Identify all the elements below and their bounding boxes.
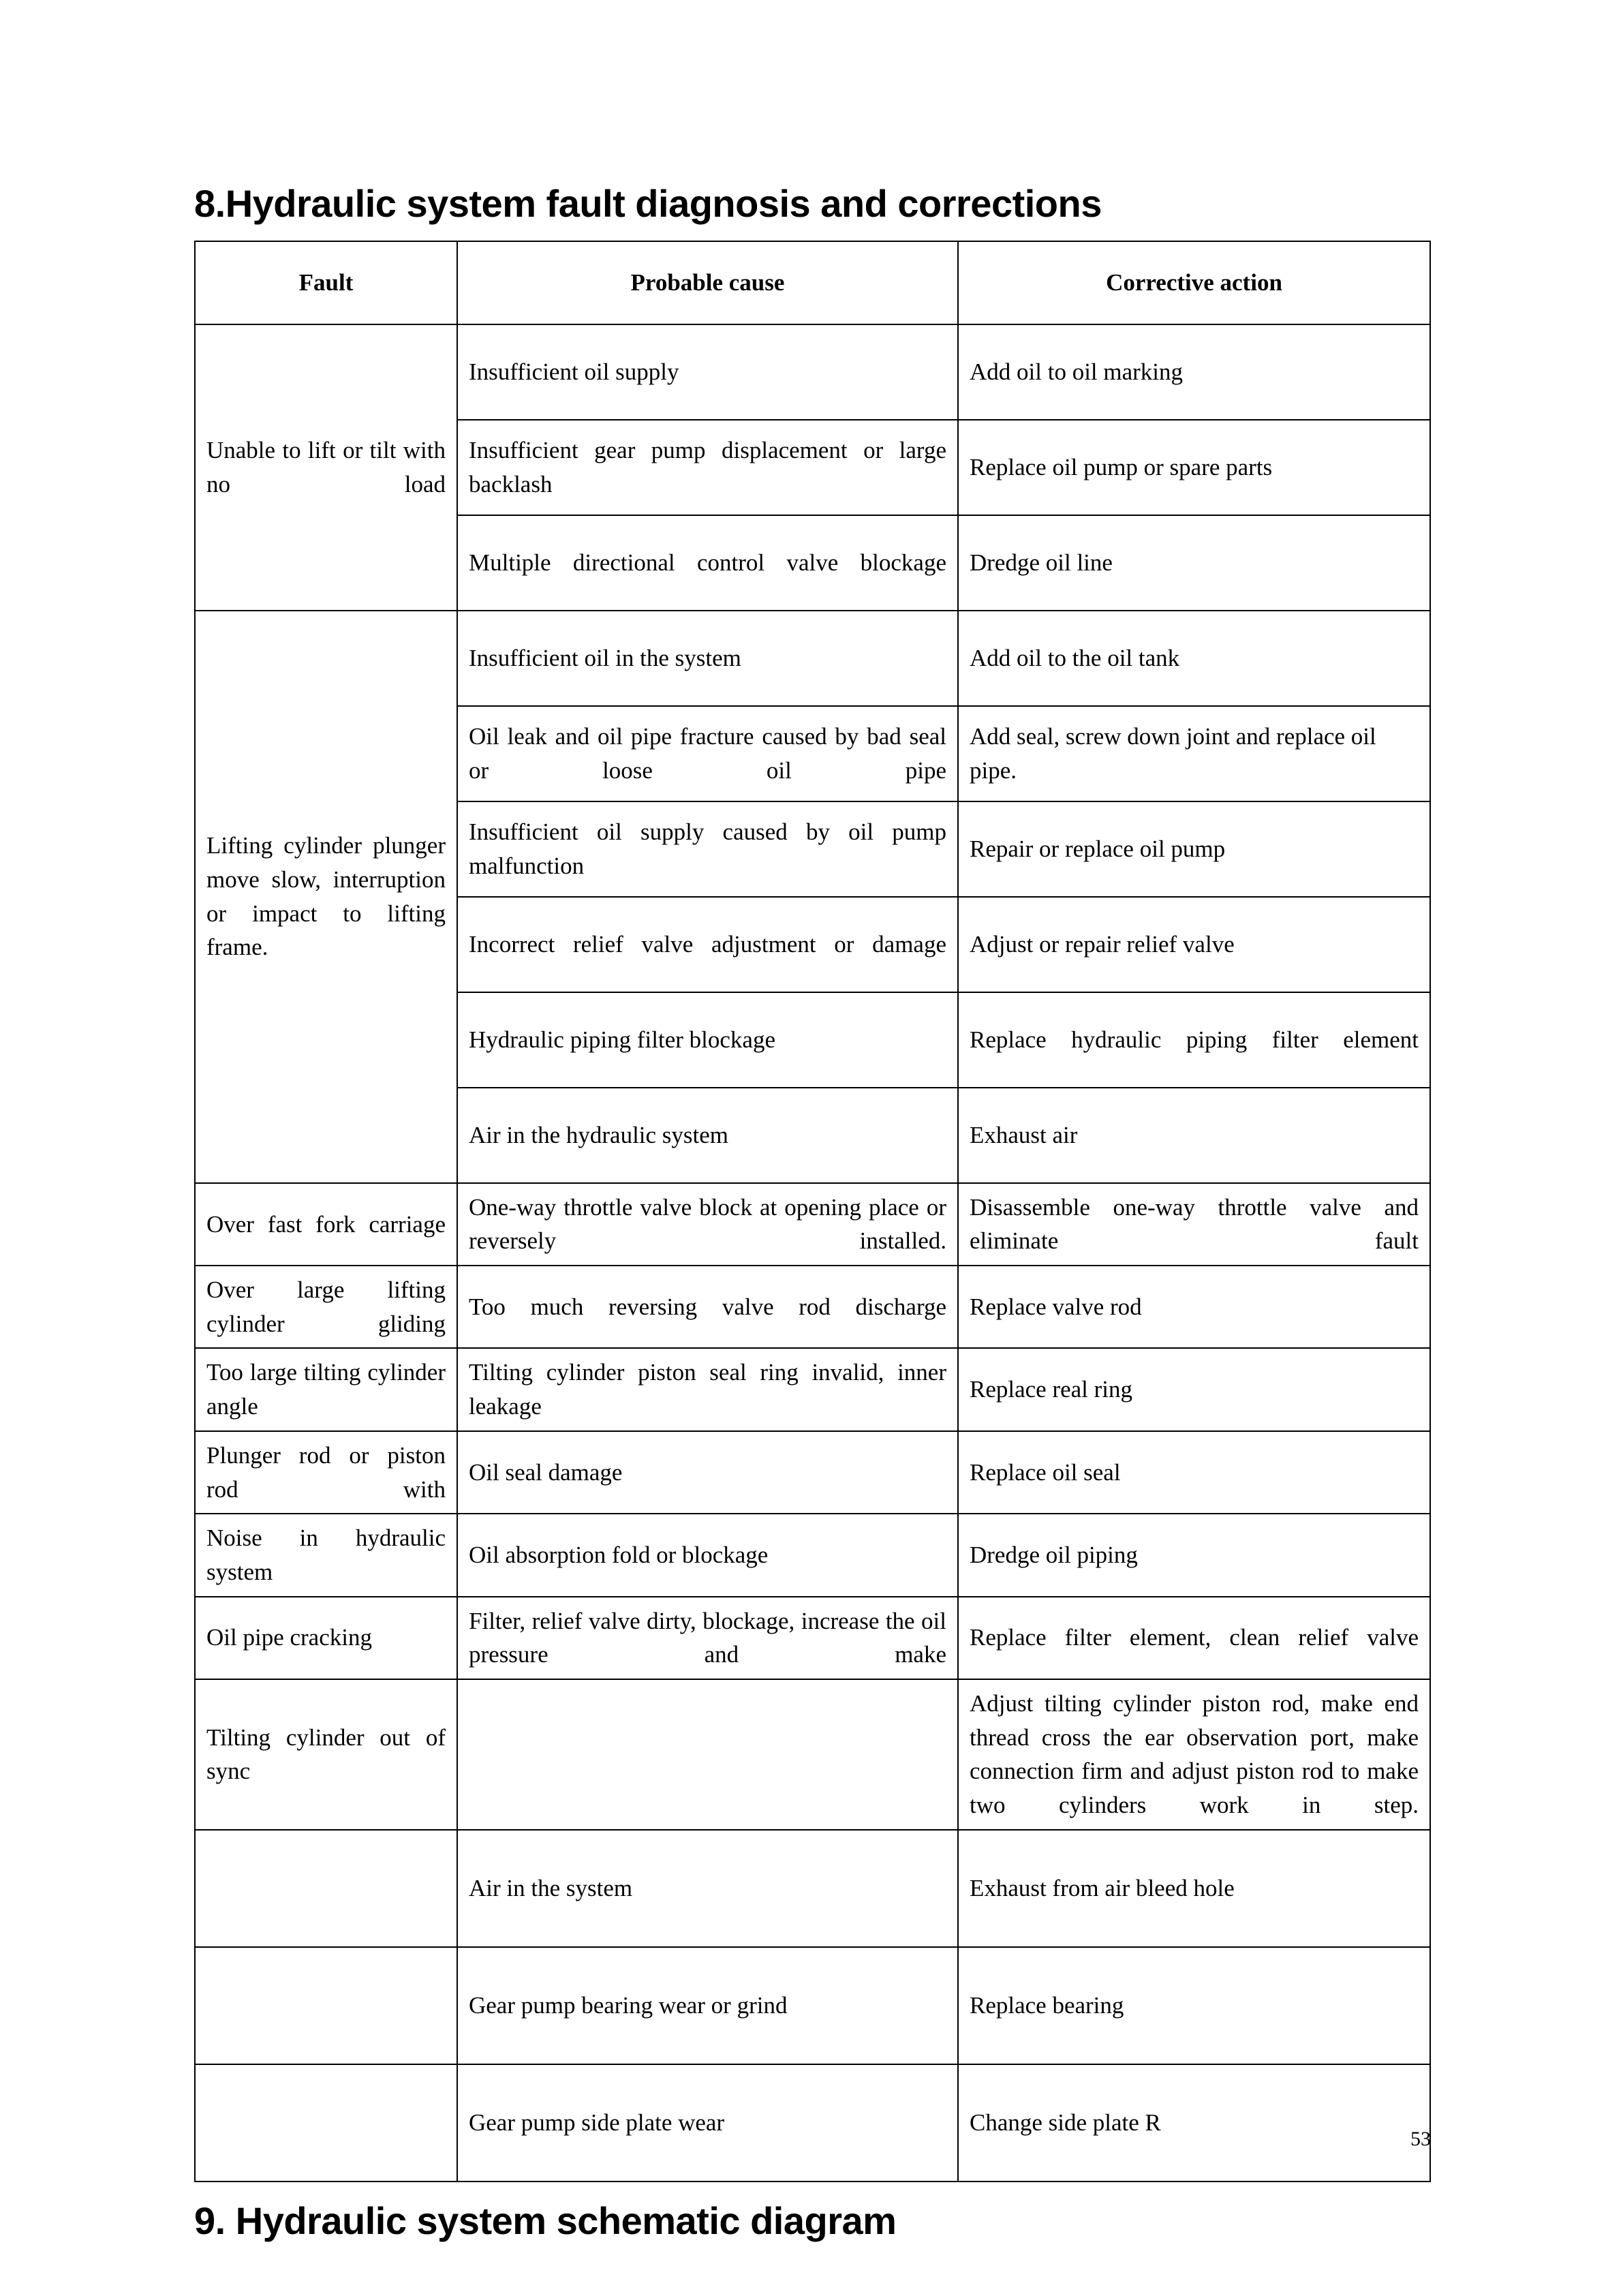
action-cell: Replace hydraulic piping filter element <box>958 992 1430 1088</box>
cause-cell: Insufficient oil in the system <box>457 611 958 706</box>
action-cell: Replace valve rod <box>958 1266 1430 1348</box>
cause-cell: Insufficient oil supply caused by oil pump malfunction <box>457 801 958 897</box>
table-row <box>195 1597 1430 1679</box>
column-header-fault: Fault <box>195 241 457 324</box>
section-8-heading: 8.Hydraulic system fault diagnosis and corrections <box>194 182 1102 225</box>
table-row <box>195 1679 1430 1830</box>
table-row <box>195 611 1430 706</box>
cause-cell: Oil absorption fold or blockage <box>457 1514 958 1596</box>
table-row <box>195 2064 1430 2182</box>
fault-cell <box>195 1830 457 1947</box>
cause-cell: Tilting cylinder piston seal ring invalid, inner leakage <box>457 1348 958 1430</box>
table-row <box>195 1947 1430 2064</box>
cause-cell: Oil seal damage <box>457 1431 958 1514</box>
action-cell: Replace filter element, clean relief valve <box>958 1597 1430 1679</box>
action-cell: Replace bearing <box>958 1947 1430 2064</box>
action-cell: Dredge oil line <box>958 515 1430 611</box>
fault-cell: Unable to lift or tilt with no load <box>195 324 457 611</box>
fault-cell <box>195 2064 457 2182</box>
cause-cell: Too much reversing valve rod discharge <box>457 1266 958 1348</box>
column-header-corrective-action: Corrective action <box>958 241 1430 324</box>
fault-cell: Noise in hydraulic system <box>195 1514 457 1596</box>
cause-cell: Gear pump side plate wear <box>457 2064 958 2182</box>
action-cell: Dredge oil piping <box>958 1514 1430 1596</box>
action-cell: Add seal, screw down joint and replace oil pipe. <box>958 706 1430 801</box>
cause-cell: Hydraulic piping filter blockage <box>457 992 958 1088</box>
table-row <box>195 1348 1430 1430</box>
fault-cell <box>195 1947 457 2064</box>
section-9-heading: 9. Hydraulic system schematic diagram <box>194 2199 897 2242</box>
table-row <box>195 1183 1430 1266</box>
action-cell: Adjust or repair relief valve <box>958 897 1430 992</box>
action-cell: Add oil to oil marking <box>958 324 1430 420</box>
fault-cell: Too large tilting cylinder angle <box>195 1348 457 1430</box>
action-cell: Change side plate R <box>958 2064 1430 2182</box>
fault-cell: Plunger rod or piston rod with <box>195 1431 457 1514</box>
action-cell: Repair or replace oil pump <box>958 801 1430 897</box>
action-cell: Adjust tilting cylinder piston rod, make end thread cross the ear observation port, make connection firm and adjust piston rod to make two cylinders work in step. <box>958 1679 1430 1830</box>
table-row <box>195 1514 1430 1596</box>
cause-cell: One-way throttle valve block at opening place or reversely installed. <box>457 1183 958 1266</box>
cause-cell: Gear pump bearing wear or grind <box>457 1947 958 2064</box>
cause-cell: Insufficient gear pump displacement or large backlash <box>457 420 958 515</box>
action-cell: Replace real ring <box>958 1348 1430 1430</box>
cause-cell: Multiple directional control valve blockage <box>457 515 958 611</box>
cause-cell: Air in the hydraulic system <box>457 1088 958 1183</box>
fault-diagnosis-table <box>194 241 1431 2182</box>
table-header-row <box>195 241 1430 324</box>
action-cell: Exhaust from air bleed hole <box>958 1830 1430 1947</box>
action-cell: Replace oil seal <box>958 1431 1430 1514</box>
action-cell: Exhaust air <box>958 1088 1430 1183</box>
cause-cell <box>457 1679 958 1830</box>
cause-cell: Oil leak and oil pipe fracture caused by bad seal or loose oil pipe <box>457 706 958 801</box>
page-number: 53 <box>1410 2128 1431 2150</box>
fault-cell: Over fast fork carriage <box>195 1183 457 1266</box>
page-content <box>194 183 1431 2242</box>
action-cell: Disassemble one-way throttle valve and eliminate fault <box>958 1183 1430 1266</box>
cause-cell: Incorrect relief valve adjustment or damage <box>457 897 958 992</box>
cause-cell: Air in the system <box>457 1830 958 1947</box>
action-cell: Replace oil pump or spare parts <box>958 420 1430 515</box>
action-cell: Add oil to the oil tank <box>958 611 1430 706</box>
table-row <box>195 1266 1430 1348</box>
cause-cell: Filter, relief valve dirty, blockage, increase the oil pressure and make <box>457 1597 958 1679</box>
fault-cell: Oil pipe cracking <box>195 1597 457 1679</box>
table-row <box>195 324 1430 420</box>
table-row <box>195 1431 1430 1514</box>
column-header-probable-cause: Probable cause <box>457 241 958 324</box>
fault-cell: Tilting cylinder out of sync <box>195 1679 457 1830</box>
table-row <box>195 1830 1430 1947</box>
cause-cell: Insufficient oil supply <box>457 324 958 420</box>
fault-cell: Over large lifting cylinder gliding <box>195 1266 457 1348</box>
fault-cell: Lifting cylinder plunger move slow, interruption or impact to lifting frame. <box>195 611 457 1183</box>
